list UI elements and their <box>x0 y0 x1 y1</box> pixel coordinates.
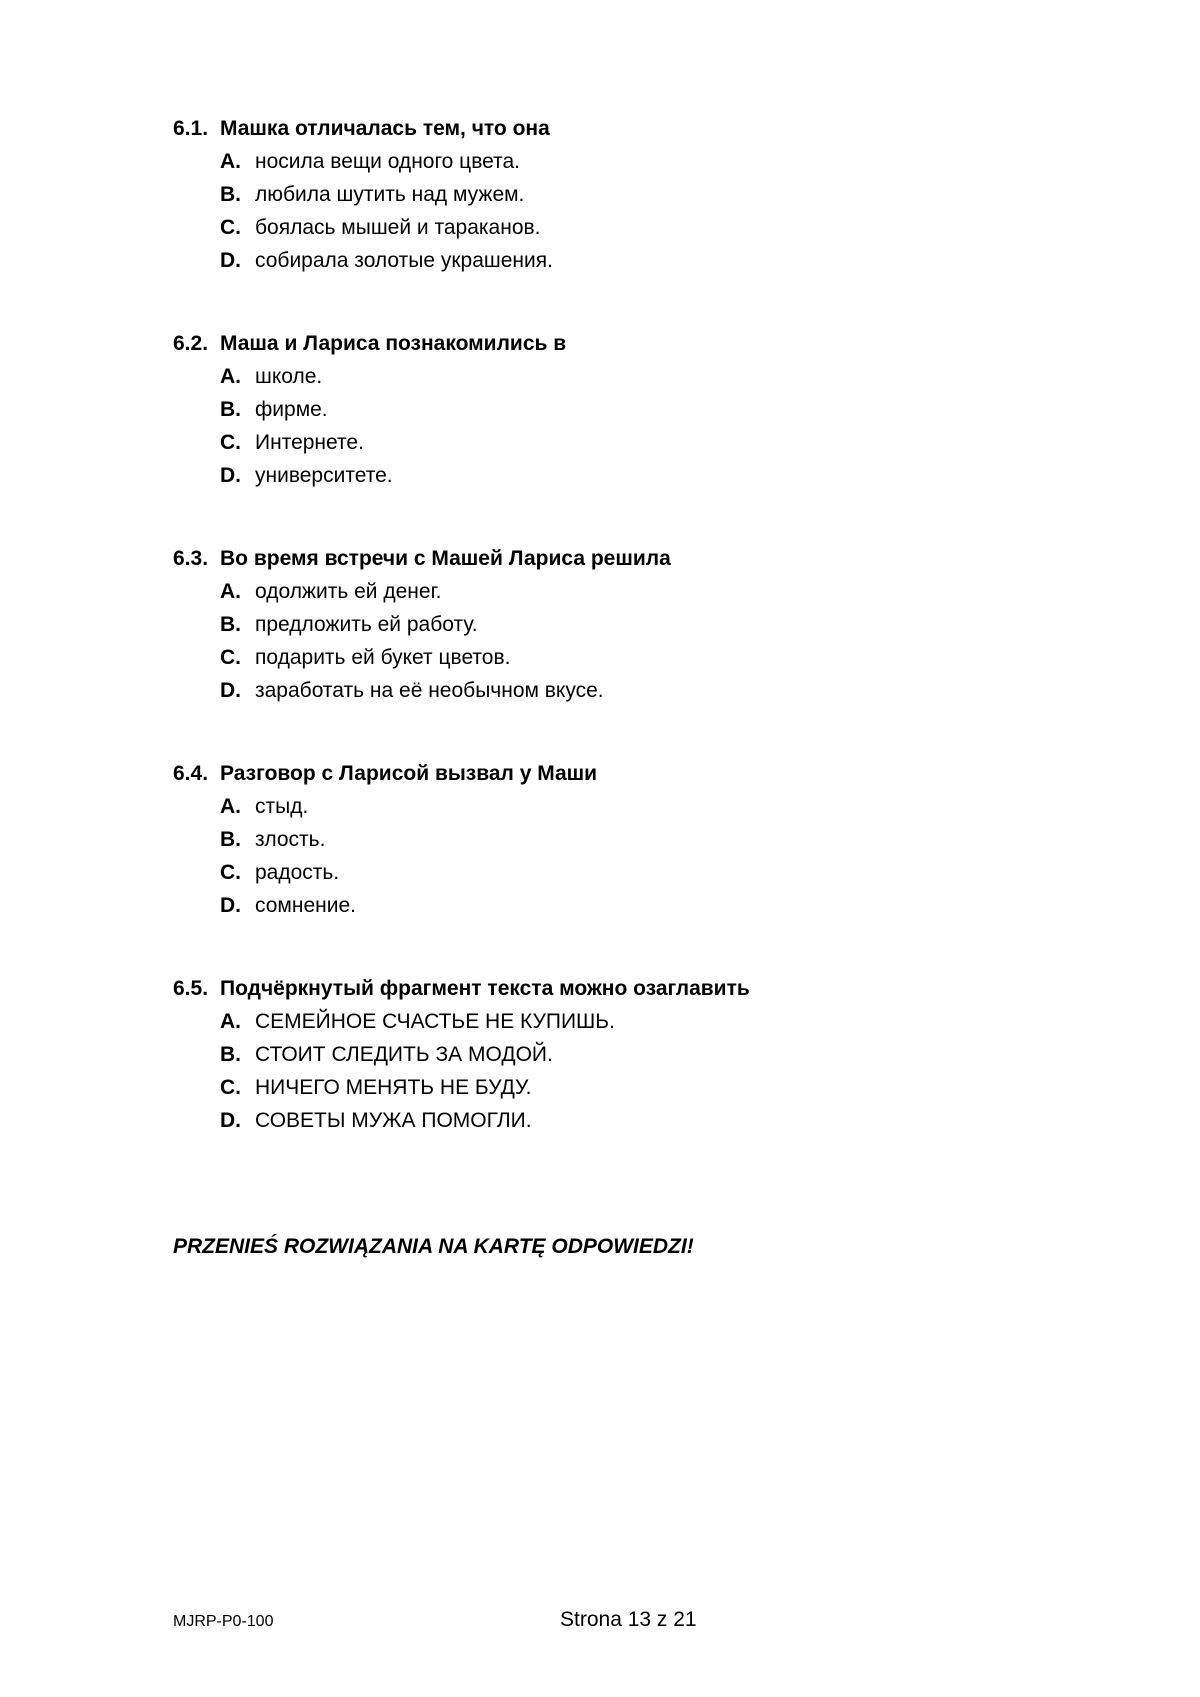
option-text: подарить ей букет цветов. <box>255 646 511 669</box>
question-6-4 <box>173 757 1073 922</box>
answer-option-c <box>220 856 1073 889</box>
answer-option-c <box>220 1071 1073 1104</box>
option-letter: D. <box>220 679 241 702</box>
answer-option-b <box>220 393 1073 426</box>
option-letter: B. <box>220 183 241 206</box>
option-text: СОВЕТЫ МУЖА ПОМОГЛИ. <box>255 1109 532 1132</box>
answer-option-a <box>220 575 1073 608</box>
answer-option-a <box>220 1005 1073 1038</box>
question-heading <box>173 542 1073 575</box>
exam-code: MJRP-P0-100 <box>173 1613 274 1630</box>
question-6-5 <box>173 972 1073 1137</box>
question-heading <box>173 972 1073 1005</box>
option-text: злость. <box>255 828 326 851</box>
option-text: боялась мышей и тараканов. <box>255 216 541 239</box>
question-text: Подчёркнутый фрагмент текста можно озаглавить <box>220 977 750 1000</box>
option-letter: D. <box>220 464 241 487</box>
option-text: заработать на её необычном вкусе. <box>255 679 604 702</box>
option-text: одолжить ей денег. <box>255 580 442 603</box>
option-text: фирме. <box>255 398 328 421</box>
option-letter: C. <box>220 646 241 669</box>
question-number: 6.3. <box>173 547 209 570</box>
option-text: любила шутить над мужем. <box>255 183 525 206</box>
answer-option-d <box>220 459 1073 492</box>
question-heading <box>173 112 1073 145</box>
option-text: СТОИТ СЛЕДИТЬ ЗА МОДОЙ. <box>255 1043 553 1066</box>
option-text: университете. <box>255 464 393 487</box>
answer-option-d <box>220 1104 1073 1137</box>
answer-option-c <box>220 641 1073 674</box>
question-number: 6.5. <box>173 977 209 1000</box>
option-letter: C. <box>220 1076 241 1099</box>
option-text: СЕМЕЙНОЕ СЧАСТЬЕ НЕ КУПИШЬ. <box>255 1010 615 1033</box>
option-letter: A. <box>220 1010 241 1033</box>
question-list <box>173 112 1073 1137</box>
answer-option-b <box>220 1038 1073 1071</box>
option-text: собирала золотые украшения. <box>255 249 553 272</box>
option-letter: B. <box>220 613 241 636</box>
option-letter: C. <box>220 431 241 454</box>
answer-option-b <box>220 823 1073 856</box>
option-letter: C. <box>220 861 241 884</box>
answer-options <box>173 360 1073 492</box>
answer-option-d <box>220 674 1073 707</box>
option-text: сомнение. <box>255 894 356 917</box>
option-letter: C. <box>220 216 241 239</box>
question-heading <box>173 327 1073 360</box>
question-number: 6.1. <box>173 117 209 140</box>
question-number: 6.2. <box>173 332 209 355</box>
option-text: Интернете. <box>255 431 364 454</box>
option-letter: D. <box>220 894 241 917</box>
option-text: школе. <box>255 365 323 388</box>
option-letter: D. <box>220 249 241 272</box>
question-number: 6.4. <box>173 762 209 785</box>
option-letter: B. <box>220 1043 241 1066</box>
answer-option-a <box>220 145 1073 178</box>
option-letter: B. <box>220 828 241 851</box>
question-6-1 <box>173 112 1073 277</box>
option-letter: D. <box>220 1109 241 1132</box>
answer-options <box>173 145 1073 277</box>
option-letter: A. <box>220 580 241 603</box>
answer-option-a <box>220 360 1073 393</box>
answer-option-d <box>220 244 1073 277</box>
answer-options <box>173 1005 1073 1137</box>
question-text: Во время встречи с Машей Лариса решила <box>220 547 671 570</box>
answer-option-c <box>220 211 1073 244</box>
answer-options <box>173 575 1073 707</box>
question-text: Маша и Лариса познакомились в <box>220 332 567 355</box>
question-6-2 <box>173 327 1073 492</box>
answer-option-a <box>220 790 1073 823</box>
answer-option-b <box>220 608 1073 641</box>
question-6-3 <box>173 542 1073 707</box>
option-letter: A. <box>220 365 241 388</box>
answer-option-b <box>220 178 1073 211</box>
option-letter: A. <box>220 795 241 818</box>
option-text: радость. <box>255 861 340 884</box>
option-letter: A. <box>220 150 241 173</box>
page-number: Strona 13 z 21 <box>560 1608 697 1631</box>
answer-option-d <box>220 889 1073 922</box>
option-text: предложить ей работу. <box>255 613 478 636</box>
question-heading <box>173 757 1073 790</box>
option-text: носила вещи одного цвета. <box>255 150 521 173</box>
option-letter: B. <box>220 398 241 421</box>
option-text: стыд. <box>255 795 309 818</box>
option-text: НИЧЕГО МЕНЯТЬ НЕ БУДУ. <box>255 1076 532 1099</box>
transfer-answers-notice: PRZENIEŚ ROZWIĄZANIA NA KARTĘ ODPOWIEDZI! <box>173 1235 694 1258</box>
answer-options <box>173 790 1073 922</box>
question-text: Машка отличалась тем, что она <box>220 117 550 140</box>
question-text: Разговор с Ларисой вызвал у Маши <box>220 762 598 785</box>
answer-option-c <box>220 426 1073 459</box>
